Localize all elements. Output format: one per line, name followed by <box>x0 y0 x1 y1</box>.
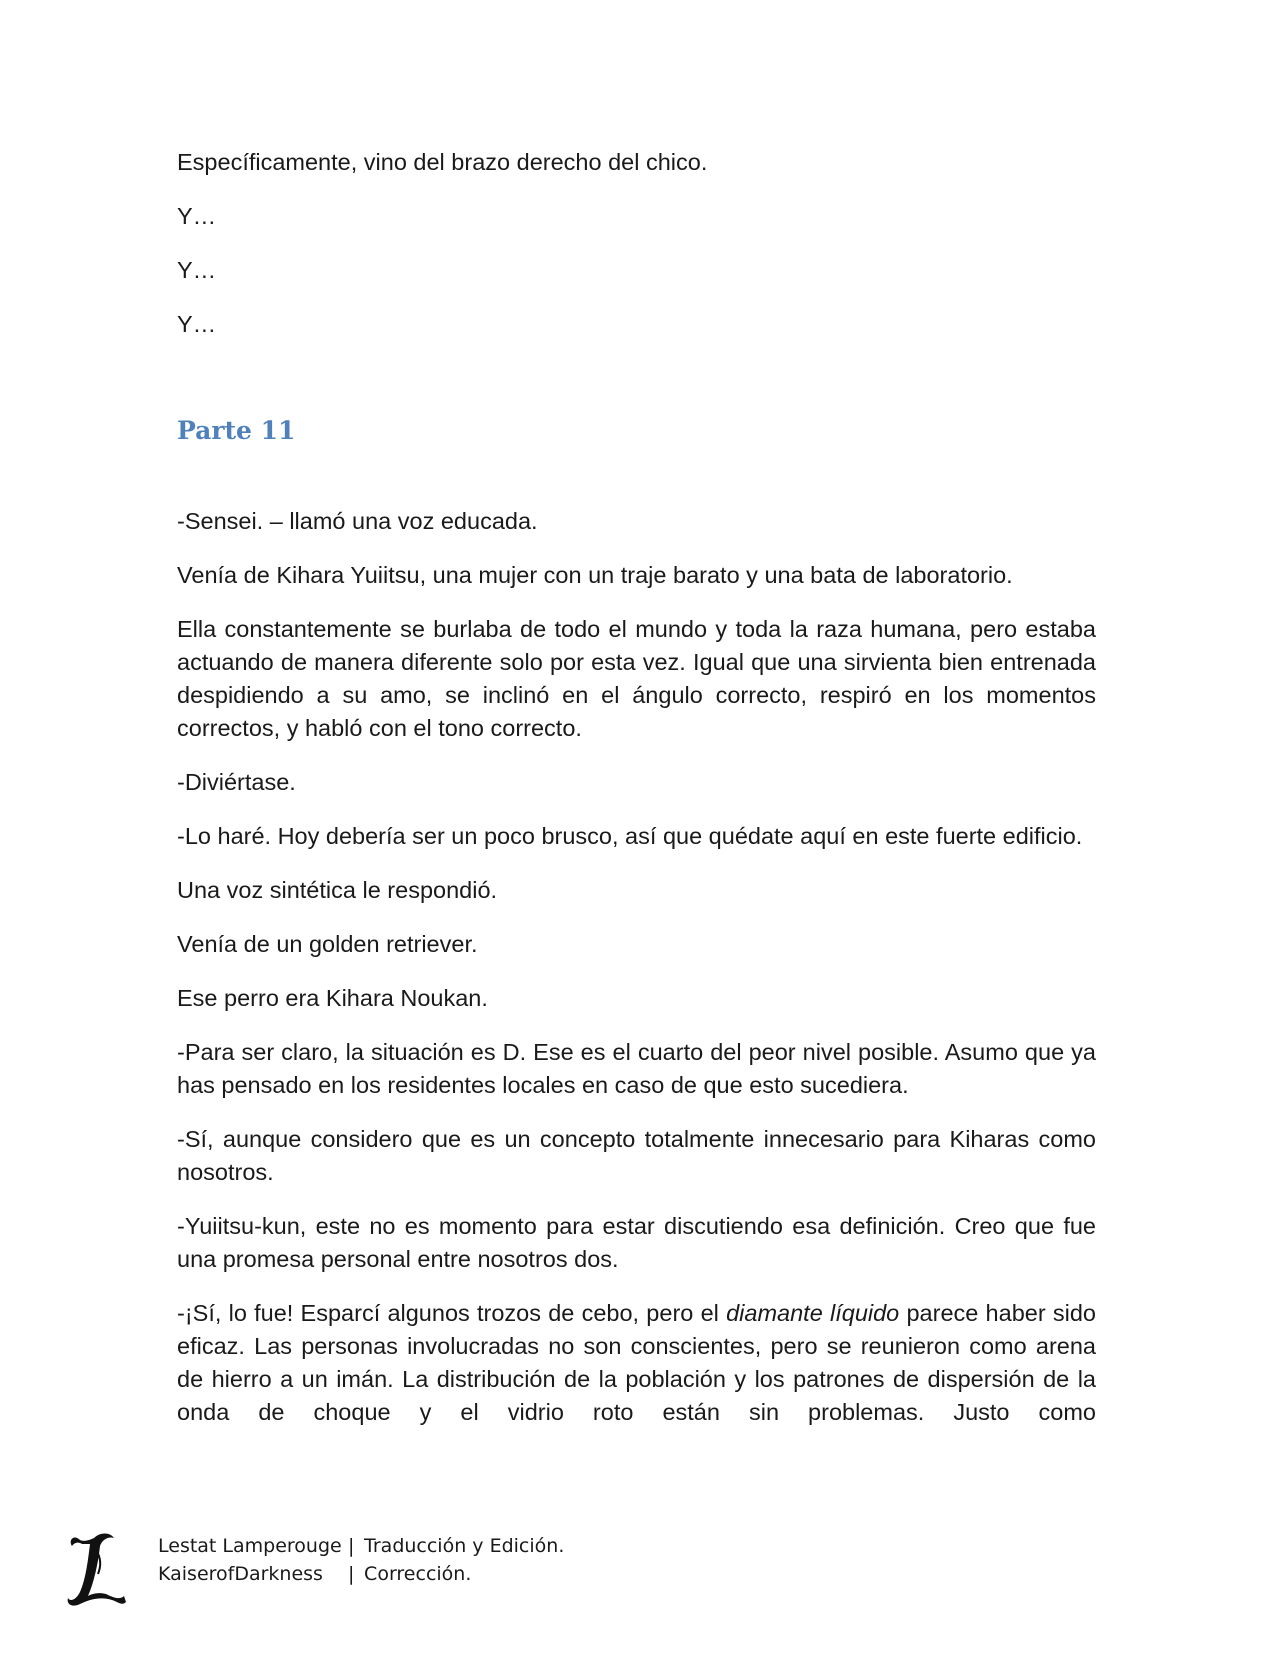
paragraph: Ella constantemente se burlaba de todo el mundo y toda la raza humana, pero estaba actuando de manera diferente solo por esta vez. Igual que una sirvienta bien entrenada despidiendo a su amo, se inclinó en el ángulo correcto, respiró en los momentos correctos, y habló con el tono correcto. <box>177 616 1096 741</box>
intro-line: Y… <box>177 257 217 283</box>
paragraph: Venía de Kihara Yuiitsu, una mujer con un traje barato y una bata de laboratorio. <box>177 562 1013 588</box>
credits <box>158 1532 564 1588</box>
paragraph: -Lo haré. Hoy debería ser un poco brusco, así que quédate aquí en este fuerte edificio. <box>177 823 1083 849</box>
paragraph: -Yuiitsu-kun, este no es momento para estar discutiendo esa definición. Creo que fue una promesa personal entre nosotros dos. <box>177 1213 1096 1272</box>
credit-separator: | <box>348 1535 355 1557</box>
credit-row <box>158 1560 564 1588</box>
credit-name: KaiserofDarkness <box>158 1563 323 1585</box>
intro-line: Y… <box>177 203 217 229</box>
credit-separator: | <box>348 1563 355 1585</box>
intro-line: Específicamente, vino del brazo derecho del chico. <box>177 149 708 175</box>
paragraph: -Diviértase. <box>177 769 296 795</box>
credit-role: Corrección. <box>364 1563 472 1585</box>
credit-role: Traducción y Edición. <box>364 1535 565 1557</box>
intro-section <box>177 146 1096 362</box>
paragraph: -Sí, aunque considero que es un concepto totalmente innecesario para Kiharas como nosotros. <box>177 1126 1096 1185</box>
paragraph: Ese perro era Kihara Noukan. <box>177 985 488 1011</box>
footer <box>66 1530 766 1610</box>
section-heading: Parte 11 <box>177 416 296 445</box>
final-paragraph-end: parece haber sido eficaz. Las personas involucradas no son conscientes, pero se reunieron como arena de hierro a un imán. La distribución de la población y los patrones de dispersión de la onda de choque y el vidrio roto están sin problemas. Justo como <box>177 1300 1097 1425</box>
paragraph: Una voz sintética le respondió. <box>177 877 498 903</box>
final-paragraph <box>177 1297 1096 1429</box>
paragraph: Venía de un golden retriever. <box>177 931 478 957</box>
gothic-L-logo-icon <box>66 1530 128 1610</box>
paragraph: -Para ser claro, la situación es D. Ese es el cuarto del peor nivel posible. Asumo que ya has pensado en los residentes locales en caso de que esto sucediera. <box>177 1039 1096 1098</box>
credit-name: Lestat Lamperouge <box>158 1535 342 1557</box>
intro-line: Y… <box>177 311 217 337</box>
italic-phrase: diamante líquido <box>726 1300 900 1326</box>
credit-row <box>158 1532 564 1560</box>
paragraph: -Sensei. – llamó una voz educada. <box>177 508 538 534</box>
final-paragraph-start: -¡Sí, lo fue! Esparcí algunos trozos de cebo, pero el <box>177 1300 727 1326</box>
main-text <box>177 505 1096 1429</box>
